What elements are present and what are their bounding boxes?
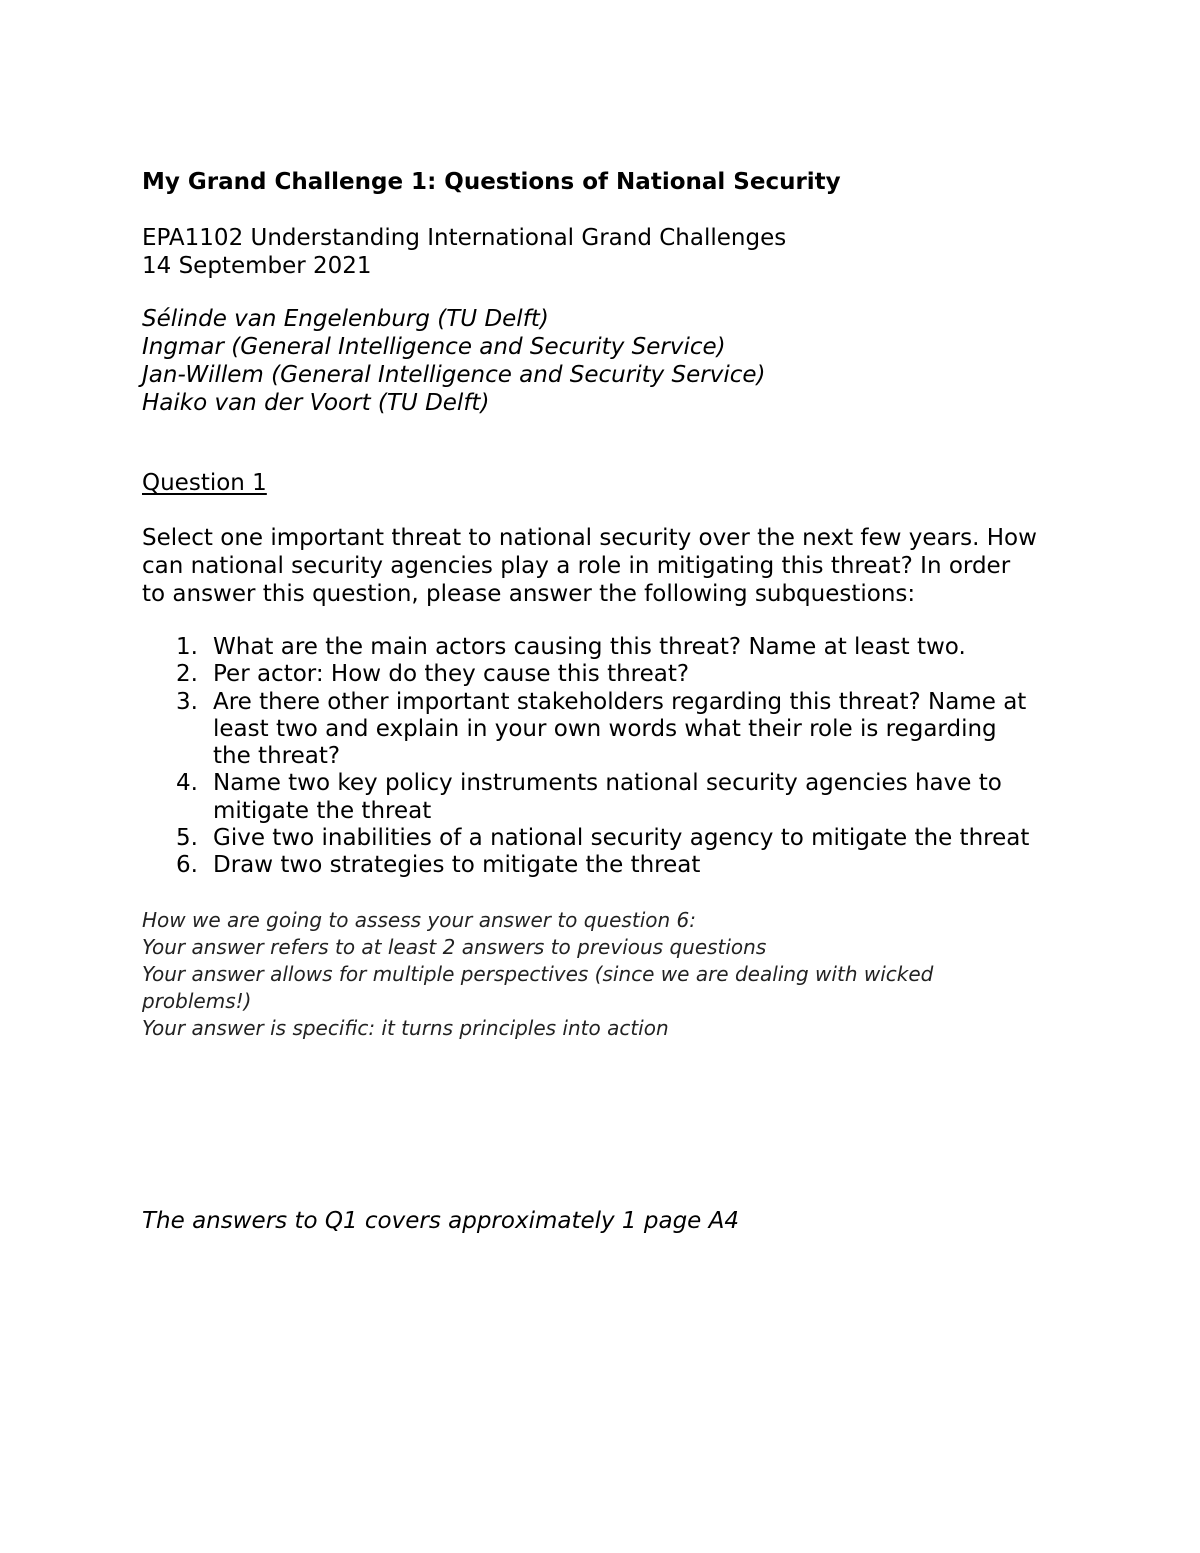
assessment-line: Your answer allows for multiple perspectives (since we are dealing with wicked	[142, 962, 934, 986]
author-item: Jan-Willem (General Intelligence and Security Service)	[142, 362, 766, 388]
author-list	[142, 305, 766, 417]
subquestion-text: What are the main actors causing this threat? Name at least two.	[213, 634, 966, 660]
intro-line: to answer this question, please answer the following subquestions:	[142, 581, 916, 607]
document-title: My Grand Challenge 1: Questions of National Security	[142, 169, 841, 195]
subquestion-text: Name two key policy instruments national security agencies have to	[213, 770, 1002, 797]
intro-line: Select one important threat to national security over the next few years. How	[142, 525, 1037, 551]
author-item: Sélinde van Engelenburg (TU Delft)	[142, 306, 549, 332]
question-intro	[142, 524, 1037, 608]
subquestion-list	[142, 633, 1029, 879]
subquestion-number: 3.	[176, 688, 198, 715]
subquestion-number: 4.	[176, 770, 198, 797]
author-item: Haiko van der Voort (TU Delft)	[142, 390, 490, 416]
subquestion-text: mitigate the threat	[213, 797, 432, 824]
subquestion-number: 2.	[176, 661, 198, 688]
subquestion-item	[142, 660, 1029, 687]
subquestion-number: 6.	[176, 852, 198, 879]
assessment-criteria	[142, 907, 933, 1042]
subquestion-number: 5.	[176, 825, 198, 852]
question-heading: Question 1	[142, 470, 267, 496]
subquestion-item	[142, 688, 1029, 770]
subquestion-text: Per actor: How do they cause this threat?	[213, 661, 690, 688]
subquestion-item	[142, 851, 1029, 878]
subquestion-text: the threat?	[213, 743, 341, 770]
course-code-line: EPA1102 Understanding International Grand Challenges	[142, 225, 787, 251]
subquestion-text: least two and explain in your own words what their role is regarding	[213, 715, 997, 742]
subquestion-text: Draw two strategies to mitigate the threat	[213, 852, 701, 879]
subquestion-item	[142, 824, 1029, 851]
assessment-line: Your answer is specific: it turns principles into action	[142, 1016, 669, 1040]
subquestion-number: 1.	[176, 634, 198, 660]
subquestion-text: Give two inabilities of a national security agency to mitigate the threat	[213, 825, 1030, 852]
course-date-line: 14 September 2021	[142, 253, 372, 279]
assessment-line: problems!)	[142, 989, 252, 1013]
course-info	[142, 224, 786, 280]
subquestion-item	[142, 769, 1029, 824]
subquestion-text: Are there other important stakeholders regarding this threat? Name at	[213, 688, 1027, 715]
assessment-line: How we are going to assess your answer to question 6:	[142, 908, 696, 932]
assessment-line: Your answer refers to at least 2 answers to previous questions	[142, 935, 767, 959]
length-note: The answers to Q1 covers approximately 1 page A4	[142, 1208, 740, 1234]
intro-line: can national security agencies play a role in mitigating this threat? In order	[142, 553, 1011, 579]
author-item: Ingmar (General Intelligence and Security Service)	[142, 334, 726, 360]
subquestion-item	[142, 633, 1029, 660]
